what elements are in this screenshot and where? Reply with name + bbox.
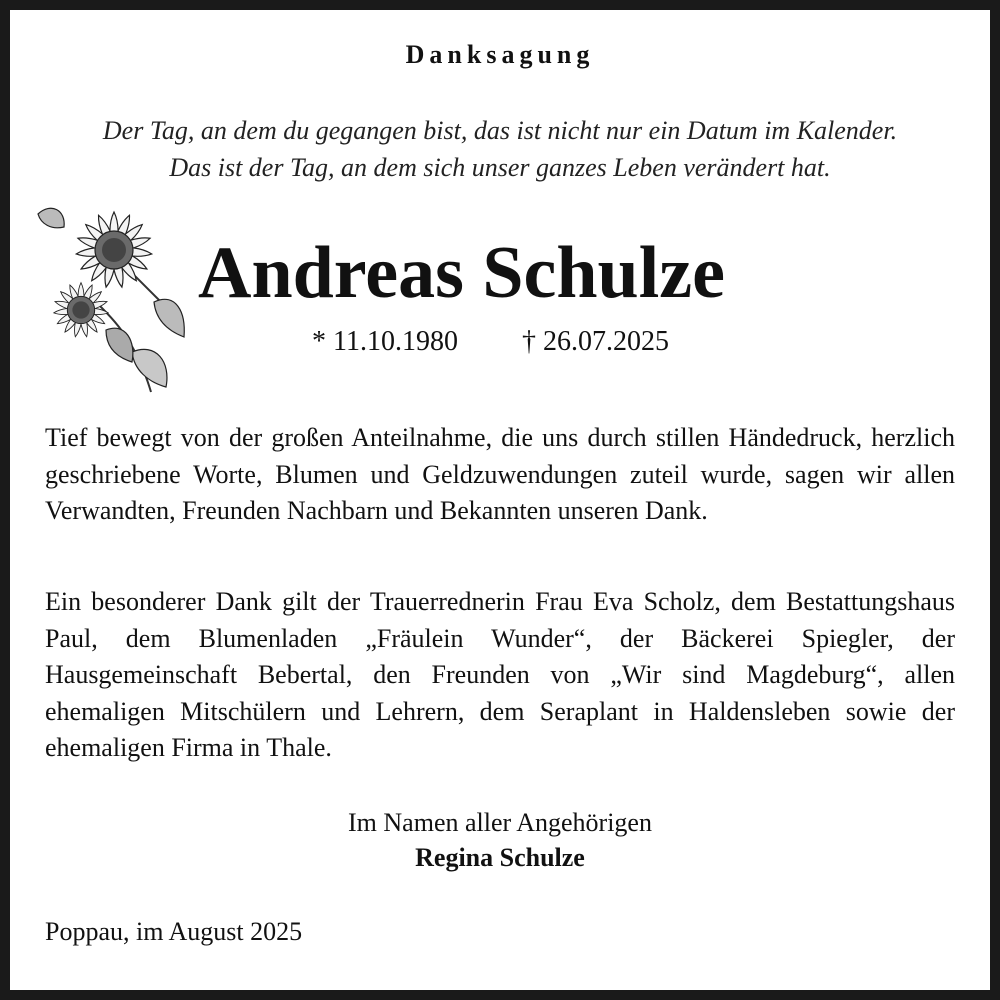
special-thanks-paragraph: Ein besonderer Dank gilt der Trauerrednerin Frau Eva Scholz, dem Bestattungshaus Paul, dem Blumenladen „Fräulein Wunder“, der Bäckerei Spiegler, der Hausgemeinschaft Bebertal, den Freunden von „Wir sind Magdeburg“, allen ehemaligen Mitschülern und Lehrern, dem Seraplant in Haldensleben sowie der ehemaligen Firma in Thale. — [45, 587, 955, 762]
sunflower-icon — [36, 192, 192, 397]
death-date: † 26.07.2025 — [522, 326, 669, 357]
birth-date: * 11.10.1980 — [312, 326, 458, 357]
quote-line: Der Tag, an dem du gegangen bist, das ist nicht nur ein Datum im Kalender. — [102, 116, 898, 145]
place-date: Poppau, im August 2025 — [45, 917, 303, 946]
signoff-name: Regina Schulze — [415, 843, 585, 872]
signoff-line: Im Namen aller Angehörigen — [348, 808, 652, 837]
quote-line: Das ist der Tag, an dem sich unser ganzes Leben verändert hat. — [169, 153, 831, 182]
quote-block — [0, 112, 1000, 186]
deceased-name: Andreas Schulze — [198, 232, 725, 314]
thanks-paragraph: Tief bewegt von der großen Anteilnahme, die uns durch stillen Händedruck, herzlich geschriebene Worte, Blumen und Geldzuwendungen zuteil wurde, sagen wir allen Verwandten, Freunden Nachbarn und Bekannten unseren Dank. — [45, 423, 955, 525]
notice-heading: Danksagung — [405, 40, 595, 69]
